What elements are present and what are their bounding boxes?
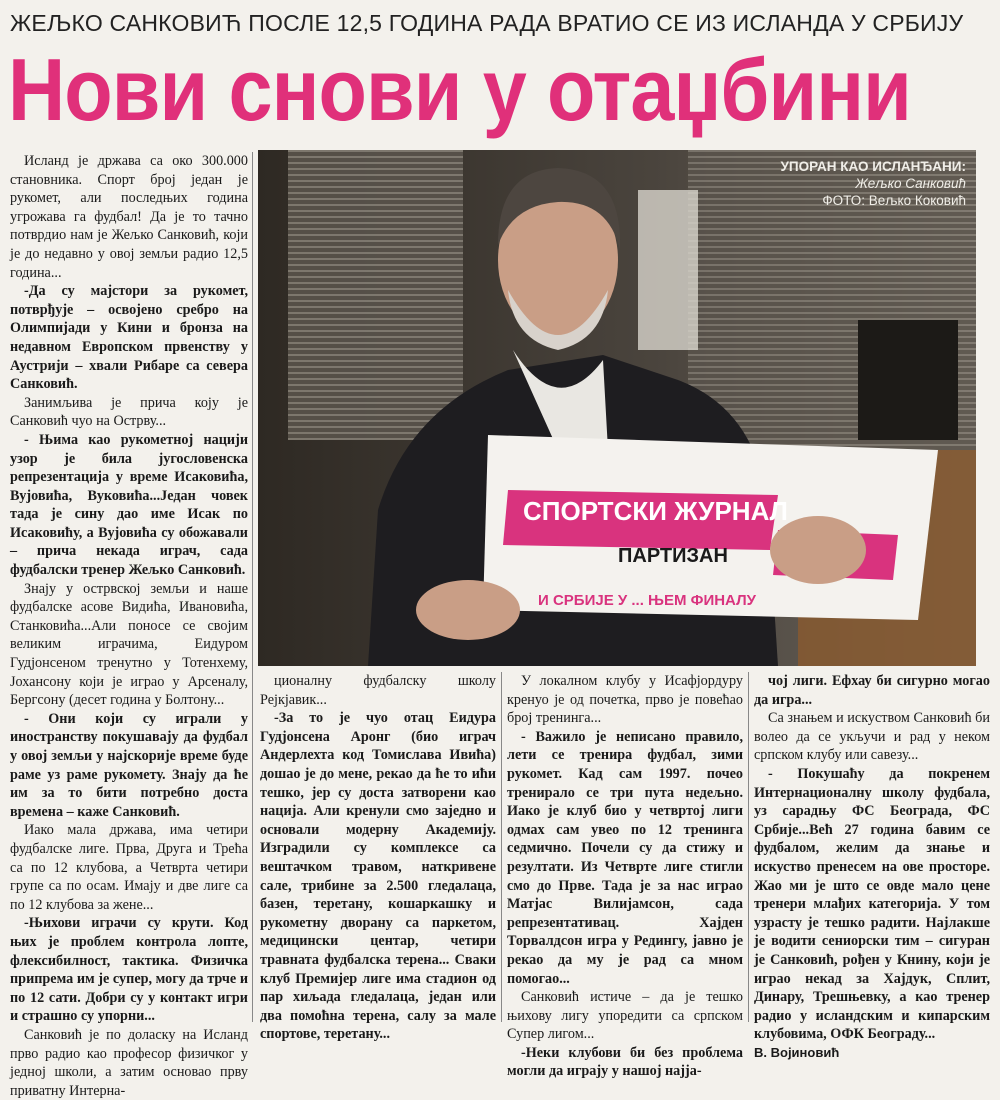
paragraph: -За то је чуо отац Еидура Гудјонсена Аронг (био играч Андерлехта код Томислава Ивића) дошао је до мене, рекао да ће то ићи тешко, јер су доста затворени као нација. Али кренули смо заједно и основали модерну Академију. Изградили су комплексе са вештачком травом, наткривене сале, трибине за 2.500 гледалаца, базен, теретану, кошаркашку и рукометну дворану са паркетом, медицински центар, четири травната фудбалска терена... Сваки клуб Премијер лиге има стадион од пар хиљада гледалаца, један или два помоћна терена, салу за мале спортове, теретану... [260, 710, 496, 1043]
column-divider [501, 672, 502, 1022]
author-signature: В. Војиновић [754, 1044, 840, 1060]
photo-caption [781, 158, 966, 209]
caption-name: Жељко Санковић [855, 176, 966, 191]
column-divider [252, 152, 253, 1022]
paragraph: - Њима као рукометној нацији узор је била југословенска репрезентација у време Исаковића, Вујовића, Вуковића...Један човек тада је сину дао име Исак по Исаковићу, а Вујовића су обожавали – прича некада играч, сада фудбалски тренер Жељко Санковић. [10, 431, 248, 579]
paragraph: Санковић истиче – да је тешко њихову лигу упоредити са српском Супер лигом... [507, 989, 743, 1043]
paragraph: -Њихови играчи су крути. Код њих је проблем контрола лопте, флексибилност, тактика. Физичка припрема им је супер, могу да трче и по 12 сати. Добри су у контакт игри и страшно су упорни... [10, 915, 248, 1025]
column-2 [260, 672, 496, 1044]
paragraph: Занимљива је прича коју је Санковић чуо на Острву... [10, 394, 248, 430]
newspaper-banner: ПАРТИЗАН [618, 545, 728, 567]
paragraph: Са знањем и искуством Санковић би волео да се укључи и рад у неком српском клубу или савезу... [754, 710, 990, 764]
paragraph: -Да су мајстори за рукомет, потврђује – освојено сребро на Олимпијади у Кини и бронза на недавном Европском првенству у Аустрији – хвали Рибаре са севера Санковић. [10, 283, 248, 393]
paragraph: чој лиги. Ефхау би сигурно могао да игра... [754, 673, 990, 708]
paragraph: Санковић је по доласку на Исланд прво радио као професор физичког у једној школи, а затим основао прву приватну Интерна- [10, 1026, 248, 1099]
paragraph: Исланд је држава са око 300.000 становника. Спорт број један је рукомет, али последњих година угрожава га фудбал! Да је то тачно потврдио нам је Жељко Санковић, који је до недавно у овој земљи радио 12,5 година... [10, 153, 248, 281]
column-1 [10, 152, 248, 1100]
paragraph: - Покушаћу да покренем Интернационалну школу фудбала, уз сарадњу ФС Београда, ФС Србије...Већ 27 година бавим се фудбалом, желим да знање и искуство пренесем на ове просторе. Жао ми је што се овде мало цене тренери млађих категорија. У том узрасту је тешко радити. Најлакше је водити сениорски тим – сигуран је Санковић, рођен у Книну, који је играо некад за Хајдук, Сплит, Динару, Трешњевку, а као тренер радио у исландским и кипарским клубовима, ОФК Београду... [754, 765, 990, 1043]
paragraph: Иако мала држава, има четири фудбалске лиге. Прва, Друга и Трећа са по 12 клубова, а Четврта четири групе са по осам. Имају и две лиге са по 12 клубова за жене... [10, 822, 248, 913]
kicker: ЖЕЉКО САНКОВИЋ ПОСЛЕ 12,5 ГОДИНА РАДА ВРАТИО СЕ ИЗ ИСЛАНДА У СРБИЈУ [10, 10, 964, 36]
paragraph: Знају у острвској земљи и наше фудбалске асове Видића, Ивановића, Станковића...Али поносе се својим великим играчима, Еидуром Гудјонсеном тренутно у Тотенхему, Јохансону који је играо у Арсеналу, Бергсону (десет година у Болтону... [10, 580, 248, 709]
photo-illustration [258, 150, 976, 666]
paragraph: ционалну фудбалску школу Рејкјавик... [260, 673, 496, 708]
column-3 [507, 672, 743, 1081]
paragraph: -Неки клубови би без проблема могли да играју у нашој најја- [507, 1044, 743, 1080]
article-photo [258, 150, 976, 666]
newspaper-masthead: СПОРТСКИ ЖУРНАЛ [523, 496, 788, 526]
column-divider [748, 672, 749, 1022]
paragraph: У локалном клубу у Исафјордуру кренуо је од почетка, прво је повећао број тренинга... [507, 673, 743, 727]
caption-credit: ФОТО: Вељко Коковић [822, 193, 966, 208]
caption-title: УПОРАН КАО ИСЛАНЂАНИ: [780, 159, 966, 174]
headline: Нови снови у отаџбини [8, 40, 911, 139]
paragraph: - Они који су играли у иностранству покушавају да фудбал у овој земљи у најскорије време буде раме уз раме рукомету. Знају да ће им за то бити потребно доста времена – каже Санковић. [10, 710, 248, 820]
paragraph: - Важило је неписано правило, лети се тренира фудбал, зими рукомет. Кад сам 1997. почео тренирало се три пута недељно. Иако је клуб био у четвртој лиги одмах сам увео по 12 тренинга седмично. Почели су да стижу и резултати. Из Четврте лиге стигли смо до Прве. Тада је за нас играо Матјас Вилијамсон, сада репрезентативац. Хајден Торвалдсон игра у Редингу, јавно је рекао да му је рад са мном помогао... [507, 728, 743, 987]
newspaper-subhead: И СРБИЈЕ У ... ЊЕМ ФИНАЛУ [538, 592, 756, 609]
column-4 [754, 672, 990, 1062]
